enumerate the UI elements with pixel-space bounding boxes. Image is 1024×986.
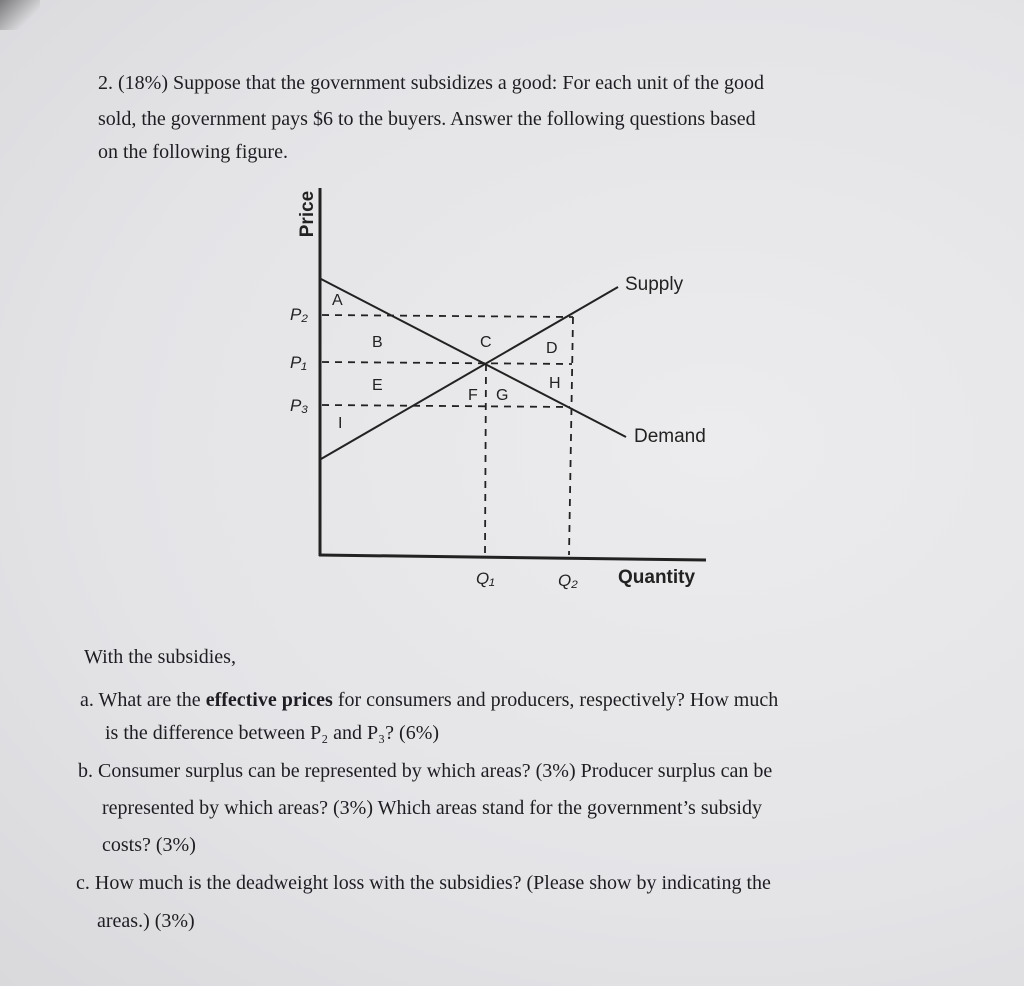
question-b-line-2: represented by which areas? (3%) Which areas stand for the government’s subsidy [102, 797, 762, 819]
area-i-label: I [338, 415, 343, 432]
area-f-label: F [468, 387, 478, 404]
q1-label: Q₁ [476, 569, 495, 588]
p3-dashed-line [322, 405, 570, 407]
area-g-label: G [496, 387, 509, 404]
q2-dashed-line [569, 317, 573, 555]
p1-dashed-line [322, 362, 572, 364]
quantity-axis [319, 555, 706, 560]
p1-label: P₁ [290, 353, 307, 372]
question-line-3: on the following figure. [98, 141, 288, 163]
demand-label: Demand [634, 426, 706, 447]
question-b-line-3: costs? (3%) [102, 834, 196, 856]
demand-curve [321, 279, 626, 437]
question-a-line-1 [80, 689, 778, 712]
question-a-bold: effective prices [205, 689, 333, 711]
area-b-label: B [372, 334, 383, 351]
area-e-label: E [372, 377, 383, 394]
supply-curve [321, 287, 618, 459]
area-c-label: C [480, 334, 492, 351]
question-a-text-end: for consumers and producers, respectively? How much [332, 689, 779, 711]
question-line-2: sold, the government pays $6 to the buyers. Answer the following questions based [98, 108, 756, 130]
area-a-label: A [332, 292, 343, 309]
price-axis-label: Price [297, 190, 318, 238]
question-line-1: 2. (18%) Suppose that the government subsidizes a good: For each unit of the good [98, 72, 764, 94]
quantity-axis-label: Quantity [618, 567, 696, 588]
p3-label: P₃ [290, 396, 309, 415]
q2-label: Q₂ [558, 571, 578, 590]
q1-dashed-line [485, 364, 486, 553]
question-a-line-2: is the difference between P₂ and P₃? (6%) [105, 722, 440, 744]
p2-label: P₂ [290, 305, 308, 324]
question-c-line-1: c. How much is the deadweight loss with the subsidies? (Please show by indicating the [76, 872, 771, 894]
area-h-label: H [549, 375, 561, 392]
supply-label: Supply [625, 274, 684, 295]
area-d-label: D [546, 340, 558, 357]
question-a-text: a. What are the [80, 689, 206, 711]
p2-dashed-line [322, 315, 573, 317]
question-b-line-1: b. Consumer surplus can be represented by which areas? (3%) Producer surplus can be [78, 760, 773, 782]
subsidies-intro: With the subsidies, [84, 646, 236, 668]
question-c-line-2: areas.) (3%) [97, 910, 195, 932]
